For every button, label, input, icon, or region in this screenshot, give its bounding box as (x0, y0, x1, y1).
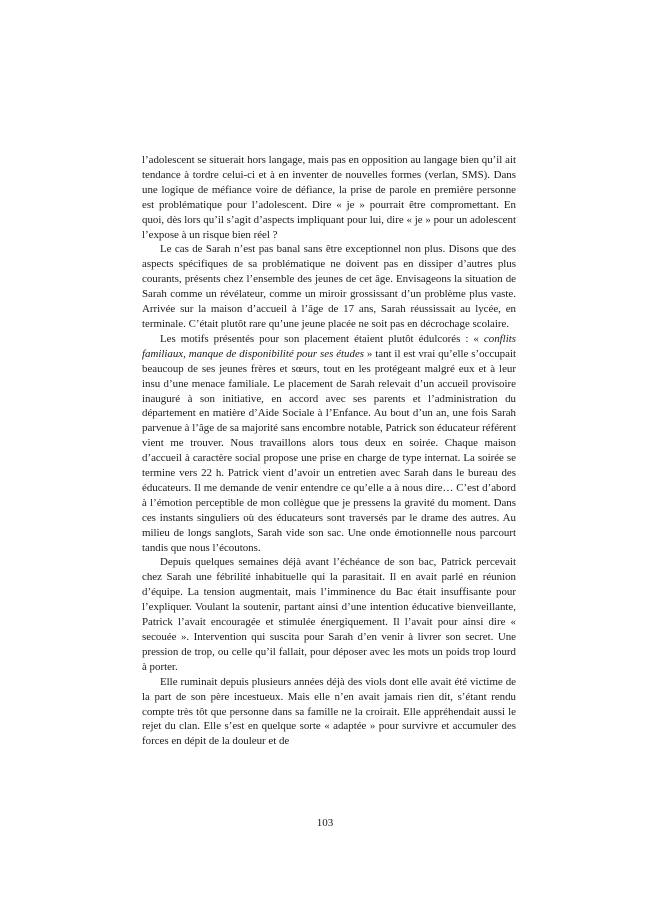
page-number: 103 (316, 817, 334, 829)
paragraph-5 (142, 675, 516, 750)
paragraph-text: Elle ruminait depuis plusieurs années déjà des viols dont elle avait été victime de la part de son père incestueux. Mais elle n’en avait jamais rien dit, s’étant rendu compte très tôt que personne dans sa famille ne la croirait. Elle appréhendait aussi le rejet du clan. Elle s’est en quelque sorte « adaptée » pour survivre et accumuler des forces en dépit de la douleur et de (142, 675, 516, 748)
paragraph-2 (142, 242, 516, 331)
italic-quote: conflits familiaux, manque de disponibilité pour ses études (142, 332, 516, 360)
body-text (142, 153, 516, 749)
paragraph-text: Depuis quelques semaines déjà avant l’échéance de son bac, Patrick percevait chez Sarah une fébrilité inhabituelle qui la parasitait. Il en avait parlé en réunion d’équipe. La tension augmentait, mais l’imminence du Bac était insuffisante pour l’expliquer. Voulant la soutenir, partant ainsi d’une intention éducative bienveillante, Patrick l’avait encouragée et stimulée énergiquement. Il l’avait pour ainsi dire « secouée ». Intervention qui suscita pour Sarah d’en venir à livrer son secret. Une pression de trop, ou celle qu’il fallait, pour déposer avec les mots un poids trop lourd à porter. (142, 556, 516, 673)
paragraph-text: Le cas de Sarah n’est pas banal sans être exceptionnel non plus. Disons que des aspects spécifiques de sa problématique ne doivent pas en dissiper d’autres plus courants, présents chez l’ensemble des jeunes de cet âge. Envisageons la situation de Sarah comme un révélateur, comme un miroir grossissant d’un problème plus vaste. Arrivée sur la maison d’accueil à l’âge de 17 ans, Sarah réussissait au lycée, en terminale. C’était plutôt rare qu’une jeune placée ne soit pas en décrochage scolaire. (142, 243, 516, 330)
paragraph-text: » tant il est vrai qu’elle s’occupait beaucoup de ses jeunes frères et sœurs, tout en les protégeant malgré eux et à leur insu d’une menace familiale. Le placement de Sarah relevait d’un accueil provisoire inauguré à son initiative, en accord avec ses parents et l’administration du département en matière d’Aide Sociale à l’Enfance. Au bout d’un an, une fois Sarah parvenue à l’âge de sa majorité sans encombre notable, Patrick son éducateur référent vient me trouver. Nous travaillons alors tous deux en soirée. Chaque maison d’accueil à caractère social propose une prise en charge de type internat. La soirée se termine vers 22 h. Patrick vient d’avoir un entretien avec Sarah dans le bureau des éducateurs. Il me demande de venir entendre ce qu’elle a à nous dire… C’est d’abord à l’émotion perceptible de mon collègue que je pressens la gravité du moment. Dans ces instants singuliers où des éducateurs sont traversés par le drame des autres. Au milieu de longs sanglots, Sarah vide son sac. Une onde émotionnelle nous parcourt tandis que nous l’écoutons. (142, 347, 516, 554)
paragraph-text: l’adolescent se situerait hors langage, mais pas en opposition au langage bien qu’il ait tendance à tordre celui-ci et à en inventer de nouvelles formes (verlan, SMS). Dans une logique de méfiance voire de défiance, la prise de parole en première personne est problématique pour l’adolescent. Dire « je » pourrait être compromettant. En quoi, dès lors qu’il s’agit d’aspects impliquant pour lui, dire « je » pour un adolescent l’expose à un risque bien réel ? (142, 154, 516, 241)
paragraph-3 (142, 332, 516, 556)
paragraph-text: Les motifs présentés pour son placement étaient plutôt édulcorés : « (160, 332, 484, 345)
paragraph-1 (142, 153, 516, 242)
paragraph-4 (142, 555, 516, 674)
